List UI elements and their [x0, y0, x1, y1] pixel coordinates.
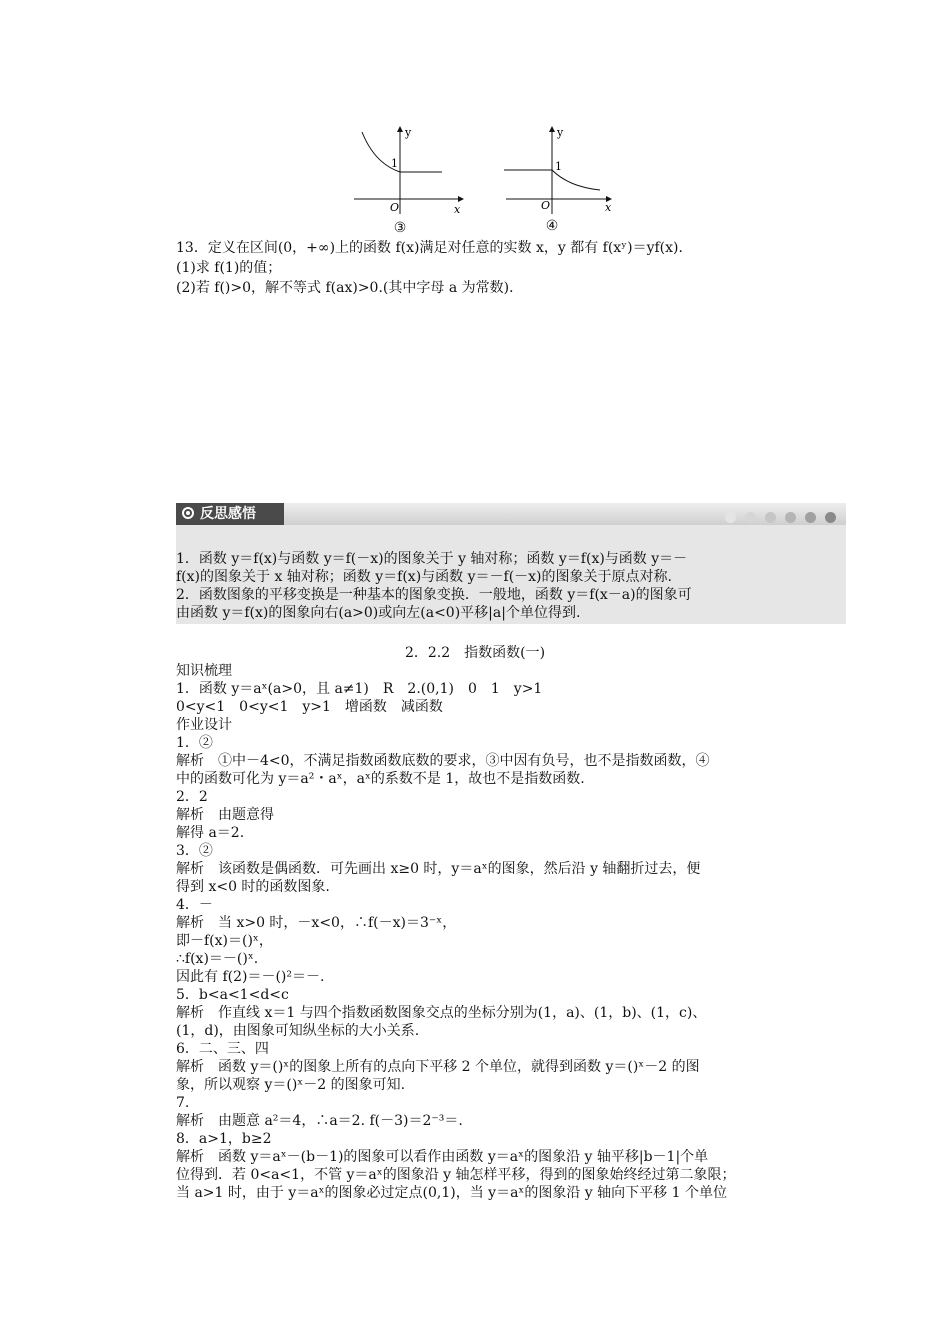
graph-3-origin-label: O	[390, 201, 400, 214]
answer-line: 作业设计	[176, 717, 232, 733]
reflection-panel	[176, 525, 846, 624]
answer-line: 3．②	[176, 843, 213, 859]
answer-line: 2．2	[176, 789, 208, 805]
reflection-header	[176, 503, 284, 525]
answer-line: 8．a>1，b≥2	[176, 1131, 272, 1147]
reflection-text	[176, 550, 806, 622]
graph-4-x-label: x	[605, 201, 612, 214]
graph-4-one-label: 1	[555, 160, 562, 173]
answer-line: 6．二、三、四	[176, 1041, 269, 1057]
graph-3-caption: ③	[393, 220, 407, 236]
answer-line: 4．－	[176, 897, 213, 913]
answer-line: ∴f(x)＝－()ˣ.	[176, 951, 259, 967]
answers	[176, 662, 816, 1202]
answer-line: 解得 a＝2.	[176, 825, 245, 841]
dot-icon	[745, 512, 756, 523]
graph-4	[502, 122, 622, 221]
answer-line: 解析 作直线 x＝1 与四个指数函数图象交点的坐标分别为(1，a)、(1，b)、(1，c)、	[176, 1005, 707, 1021]
answer-line: 解析 由题意得	[176, 807, 274, 823]
dot-icon	[805, 512, 816, 523]
graph-3-x-label: x	[454, 203, 461, 216]
answer-line: 解析 由题意 a²＝4，∴a＝2. f(－3)＝2⁻³＝.	[176, 1113, 463, 1129]
dot-icon	[825, 512, 836, 523]
graph-3-one-label: 1	[391, 157, 398, 170]
dot-icon	[725, 512, 736, 523]
answer-line: 解析 当 x>0 时，－x<0，∴f(－x)＝3⁻ˣ，	[176, 915, 457, 931]
answer-line: 1．函数 y＝aˣ(a>0，且 a≠1) R 2.(0,1) 0 1 y>1	[176, 681, 543, 697]
section-title: 2．2.2 指数函数(一)	[404, 645, 546, 661]
answer-line: (1，d)，由图象可知纵坐标的大小关系.	[176, 1023, 420, 1039]
answer-line: 解析 ①中－4<0，不满足指数函数底数的要求，③中因有负号，也不是指数函数，④	[176, 753, 710, 769]
answer-line: 0<y<1 0<y<1 y>1 增函数 减函数	[176, 699, 443, 715]
answer-line: 位得到．若 0<a<1，不管 y＝aˣ的图象沿 y 轴怎样平移，得到的图象始终经过第二象限；	[176, 1167, 736, 1183]
graph-4-y-label: y	[557, 126, 564, 139]
graph-3	[350, 122, 470, 221]
problem-13-line-3: (2)若 f()>0，解不等式 f(ax)>0.(其中字母 a 为常数)．	[176, 280, 524, 296]
answer-line: 5．b<a<1<d<c	[176, 987, 289, 1003]
target-icon	[182, 507, 194, 519]
answer-line: 解析 该函数是偶函数．可先画出 x≥0 时，y＝aˣ的图象，然后沿 y 轴翻折过去，便	[176, 861, 701, 877]
problem-13-line-2: (1)求 f(1)的值；	[176, 260, 282, 276]
reflection-header-band	[176, 503, 846, 525]
reflection-line: 由函数 y＝f(x)的图象向右(a>0)或向左(a<0)平移|a|个单位得到.	[176, 605, 581, 621]
answer-line: 解析 函数 y＝aˣ－(b－1)的图象可以看作由函数 y＝aˣ的图象沿 y 轴平移|b－1|个单	[176, 1149, 709, 1165]
graph-4-svg	[502, 122, 622, 217]
answer-line: 象，所以观察 y＝()ˣ－2 的图象可知.	[176, 1077, 406, 1093]
answer-line: 当 a>1 时，由于 y＝aˣ的图象必过定点(0,1)，当 y＝aˣ的图象沿 y 轴向下平移 1 个单位	[176, 1185, 727, 1201]
answer-line: 即－f(x)＝()ˣ，	[176, 933, 273, 949]
answer-line: 因此有 f(2)＝－()²＝－.	[176, 969, 325, 985]
dot-icon	[785, 512, 796, 523]
reflection-line: f(x)的图象关于 x 轴对称；函数 y＝f(x)与函数 y＝－f(－x)的图象关于原点对称.	[176, 569, 672, 585]
graph-4-origin-label: O	[541, 199, 551, 212]
answer-line: 知识梳理	[176, 663, 232, 679]
reflection-title: 反思感悟	[200, 506, 256, 522]
reflection-line: 1．函数 y＝f(x)与函数 y＝f(－x)的图象关于 y 轴对称；函数 y＝f(x)与函数 y＝－	[176, 551, 688, 567]
problem-13-line-1: 13．定义在区间(0，+∞)上的函数 f(x)满足对任意的实数 x，y 都有 f(xʸ)＝yf(x)．	[176, 240, 693, 256]
graph-3-y-label: y	[405, 126, 412, 139]
answer-line: 1．②	[176, 735, 213, 751]
dot-icon	[765, 512, 776, 523]
graph-3-svg	[350, 122, 470, 217]
answer-line: 中的函数可化为 y＝a²・aˣ，aˣ的系数不是 1，故也不是指数函数.	[176, 771, 585, 787]
graph-4-caption: ④	[545, 218, 559, 234]
problem-13	[176, 238, 816, 298]
answer-line: 得到 x<0 时的函数图象.	[176, 879, 330, 895]
reflection-line: 2．函数图象的平移变换是一种基本的图象变换．一般地，函数 y＝f(x－a)的图象可	[176, 587, 692, 603]
answer-line: 解析 函数 y＝()ˣ的图象上所有的点向下平移 2 个单位，就得到函数 y＝()ˣ－2 的图	[176, 1059, 700, 1075]
answer-line: 7.	[176, 1095, 190, 1111]
